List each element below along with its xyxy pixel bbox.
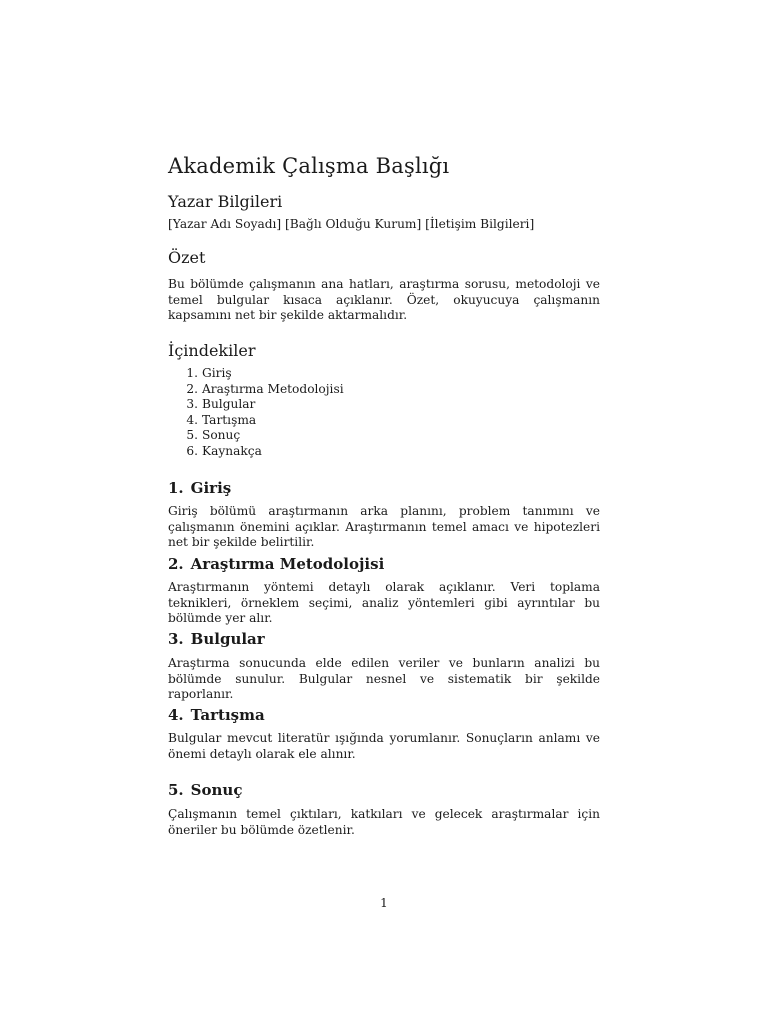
section-heading-discussion (168, 706, 265, 724)
section-number: 5. (168, 781, 184, 799)
toc-item (182, 413, 344, 429)
section-title: Sonuç (190, 781, 243, 799)
toc-item-index: 1. (186, 366, 198, 380)
abstract-heading: Özet (168, 248, 206, 267)
toc-item (182, 428, 344, 444)
section-title: Bulgular (190, 630, 265, 648)
toc-item (182, 397, 344, 413)
toc-item-index: 6. (186, 443, 198, 458)
section-heading-intro (168, 479, 231, 497)
section-text-methodology: Araştırmanın yöntemi detaylı olarak açıklanır. Veri toplama teknikleri, örneklem seçimi, analiz yöntemleri gibi ayrıntılar bu bölümde yer alır. (168, 580, 600, 625)
section-number: 3. (168, 630, 184, 648)
document-title: Akademik Çalışma Başlığı (168, 154, 450, 178)
author-heading: Yazar Bilgileri (168, 192, 283, 211)
section-title: Araştırma Metodolojisi (190, 555, 385, 573)
toc-item-index: 2. (186, 381, 198, 396)
toc-item (182, 444, 344, 460)
section-text-conclusion: Çalışmanın temel çıktıları, katkıları ve gelecek araştırmalar için öneriler bu bölümde özetlenir. (168, 807, 600, 837)
abstract-text: Bu bölümde çalışmanın ana hatları, araştırma sorusu, metodoloji ve temel bulgular kısaca açıklanır. Özet, okuyucuya çalışmanın kapsamını net bir şekilde aktarmalıdır. (168, 277, 600, 322)
section-number: 1. (168, 479, 184, 497)
page-number: 1 (380, 896, 388, 910)
toc-item-index: 5. (186, 428, 198, 442)
toc-heading: İçindekiler (168, 341, 256, 360)
table-of-contents (182, 366, 344, 459)
section-heading-methodology (168, 555, 384, 573)
toc-item-index: 3. (186, 397, 198, 411)
toc-item-label: Kaynakça (202, 443, 262, 458)
toc-item-label: Araştırma Metodolojisi (202, 381, 344, 396)
section-title: Giriş (190, 479, 232, 497)
section-number: 2. (168, 555, 184, 573)
section-text-findings: Araştırma sonucunda elde edilen veriler ve bunların analizi bu bölümde sunulur. Bulgular nesnel ve sistematik bir şekilde raporlanır. (168, 656, 600, 701)
toc-item-label: Giriş (202, 366, 232, 380)
author-line: [Yazar Adı Soyadı] [Bağlı Olduğu Kurum] [İletişim Bilgileri] (168, 217, 535, 231)
section-text-discussion: Bulgular mevcut literatür ışığında yorumlanır. Sonuçların anlamı ve önemi detaylı olarak ele alınır. (168, 731, 600, 761)
section-heading-conclusion (168, 781, 242, 799)
section-title: Tartışma (190, 706, 265, 724)
section-number: 4. (168, 706, 184, 724)
toc-item-label: Bulgular (202, 397, 256, 411)
toc-item (182, 366, 344, 382)
toc-item-index: 4. (186, 412, 198, 427)
toc-item-label: Sonuç (202, 428, 241, 442)
section-text-intro: Giriş bölümü araştırmanın arka planını, problem tanımını ve çalışmanın önemini açıklar. Araştırmanın temel amacı ve hipotezleri net bir şekilde belirtilir. (168, 504, 600, 549)
toc-item-label: Tartışma (202, 412, 257, 427)
section-heading-findings (168, 630, 265, 648)
toc-item (182, 382, 344, 398)
